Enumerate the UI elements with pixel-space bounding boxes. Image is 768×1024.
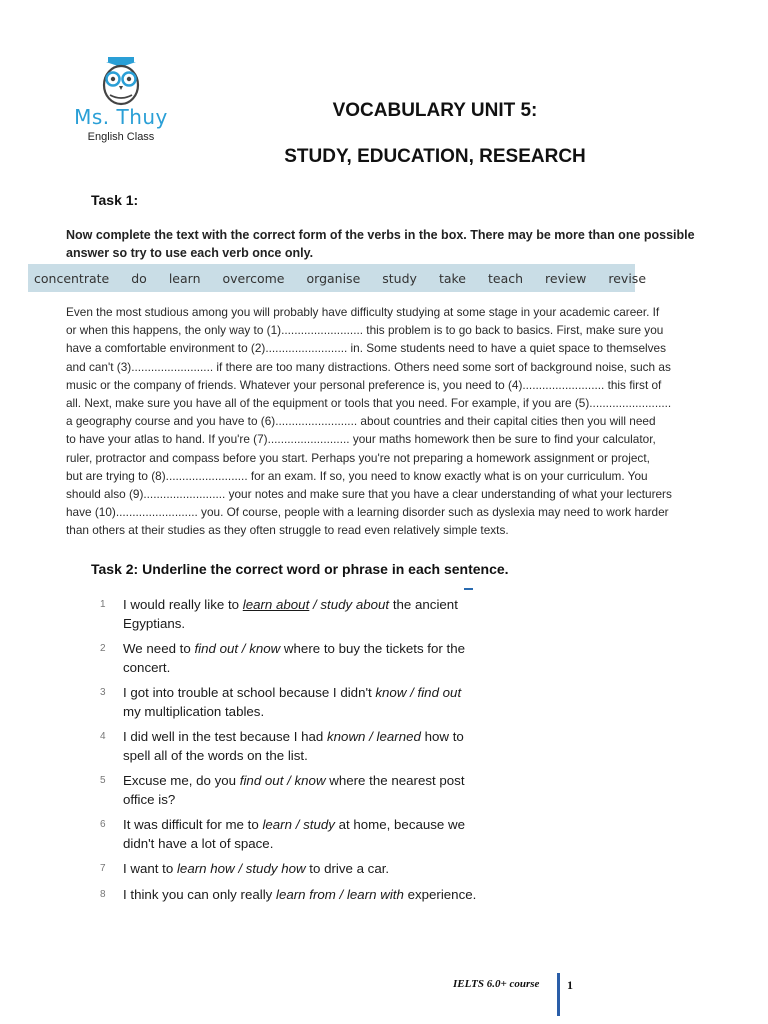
task1-heading: Task 1: [91,192,139,208]
verb-word: revise [608,270,647,286]
item-sentence [123,640,480,677]
footer-course: IELTS 6.0+ course [453,978,540,990]
option-separator: / [309,597,321,612]
passage-line: have a comfortable environment to (2)......................... in. Some students need to have a quiet space to themselves [66,341,666,356]
sentence-text: the ancient Egyptians. [123,597,458,631]
passage-line: music or the company of friends. Whatever your personal preference is, you need to (4)......................... this first of [66,377,662,392]
sentence-text: where the nearest post office is? [123,773,465,807]
item-number: 4 [100,731,106,742]
underlined-answer [243,597,310,612]
passage-line: or when this happens, the only way to (1)......................... this problem is to go back to basics. First, make sure you [66,323,664,338]
item-sentence [123,596,480,633]
verb-word: study [382,270,417,286]
verb-word: teach [487,270,524,286]
dash-mark [464,588,473,590]
option-separator: / [335,886,347,902]
sentence-text: where to buy the tickets for the concert. [123,641,466,675]
option-1: learn about [242,597,310,612]
passage-line: all. Next, make sure you have all of the equipment or tools that you need. For example, if you are (5)......................... [66,396,672,411]
option-2: study about [320,597,390,612]
list-item [100,596,480,633]
item-sentence [123,772,480,809]
task1-passage [66,303,716,540]
item-number: 2 [100,643,106,654]
passage-line: to have your atlas to hand. If you're (7)......................... your maths homework then be sure to find your calculator, [66,432,656,447]
option-2: know [294,773,326,788]
option-separator: / [238,641,250,656]
option-1: know [375,685,407,700]
owl-icon [96,55,146,107]
task2-heading: Task 2: Underline the correct word or phrase in each sentence. [91,561,509,577]
sentence-text: I got into trouble at school because I didn't [123,685,376,700]
verb-word: concentrate [34,270,110,286]
option-separator: / [406,685,418,700]
option-2: study [303,817,335,832]
item-sentence [123,816,480,853]
option-separator: / [283,773,295,788]
task2-list [100,596,480,911]
option-1: learn from [276,886,336,902]
option-1: learn how [176,861,235,876]
list-item [100,728,480,765]
option-2: learned [376,729,421,744]
verb-word: do [131,270,147,286]
list-item [100,816,480,853]
list-item [100,640,480,677]
option-1: find out [194,641,239,656]
footer-divider [557,973,560,1016]
logo-subtitle: English Class [87,131,155,143]
verb-word: review [545,270,587,286]
verb-word: organise [306,270,361,286]
item-number: 7 [100,863,106,874]
item-number: 3 [100,687,106,698]
sentence-text: at home, because we didn't have a lot of space. [123,817,465,851]
option-separator: / [292,817,304,832]
sentence-text: how to spell all of the words on the list. [123,729,464,763]
option-2: study how [245,861,306,876]
item-number: 8 [100,888,106,900]
verb-word: overcome [222,270,285,286]
option-2: know [249,641,281,656]
option-1: find out [239,773,284,788]
list-item [100,684,480,721]
item-sentence [123,860,480,879]
sentence-text: experience. [403,886,477,902]
page-number: 1 [567,978,573,992]
sentence-text: I think you can only really [123,886,276,902]
passage-line: should also (9)......................... your notes and make sure that you have a clear understanding of what your lecturers [66,487,672,502]
passage-line: and can't (3)......................... if there are too many distractions. Others need some sort of background noise, such as [66,359,671,374]
passage-line: ruler, protractor and compass before you start. Perhaps you're not preparing a homework assignment or project, [66,450,650,465]
item-sentence [123,728,480,765]
option-2: learn with [346,886,404,902]
sentence-text: We need to [123,641,195,656]
sentence-text: I would really like to [123,597,243,612]
sentence-text: It was difficult for me to [123,817,263,832]
sentence-text: to drive a car. [305,861,390,876]
item-sentence [123,886,480,905]
option-1: known [327,729,366,744]
item-sentence [123,684,480,721]
passage-line: but are trying to (8)......................... for an exam. If so, you need to know exactly what is on your curriculum. You [66,468,648,483]
sentence-text: Excuse me, do you [123,773,240,788]
option-separator: / [365,729,377,744]
page-title: VOCABULARY UNIT 5: [332,100,538,121]
item-number: 1 [100,599,106,610]
passage-line: have (10)......................... you. Of course, people with a learning disorder such as dyslexia may need to work harder [66,505,669,520]
page-subtitle: STUDY, EDUCATION, RESEARCH [284,146,586,167]
option-separator: / [234,861,246,876]
list-item [100,860,480,879]
sentence-text: I did well in the test because I had [123,729,328,744]
logo [62,55,180,150]
passage-line: a geography course and you have to (6)......................... about countries and their capital cities then you will need [66,414,656,429]
verb-word: learn [168,270,201,286]
verb-box [28,264,647,292]
passage-line: Even the most studious among you will probably have difficulty studying at some stage in your academic career. If [66,305,660,319]
task1-instruction: Now complete the text with the correct form of the verbs in the box. There may be more than one possible answer so try to use each verb once only. [66,228,695,260]
logo-name: Ms. Thuy [74,105,168,129]
list-item [100,886,480,905]
list-item [100,772,480,809]
item-number: 6 [100,819,106,830]
verb-word: take [438,270,466,286]
sentence-text: my multiplication tables. [123,703,265,719]
option-1: learn [262,817,293,832]
item-number: 5 [100,775,106,786]
sentence-text: I want to [123,861,177,876]
passage-line: than others at their studies as they often struggle to read even relatively simple texts. [66,523,509,538]
option-2: find out [417,685,462,700]
